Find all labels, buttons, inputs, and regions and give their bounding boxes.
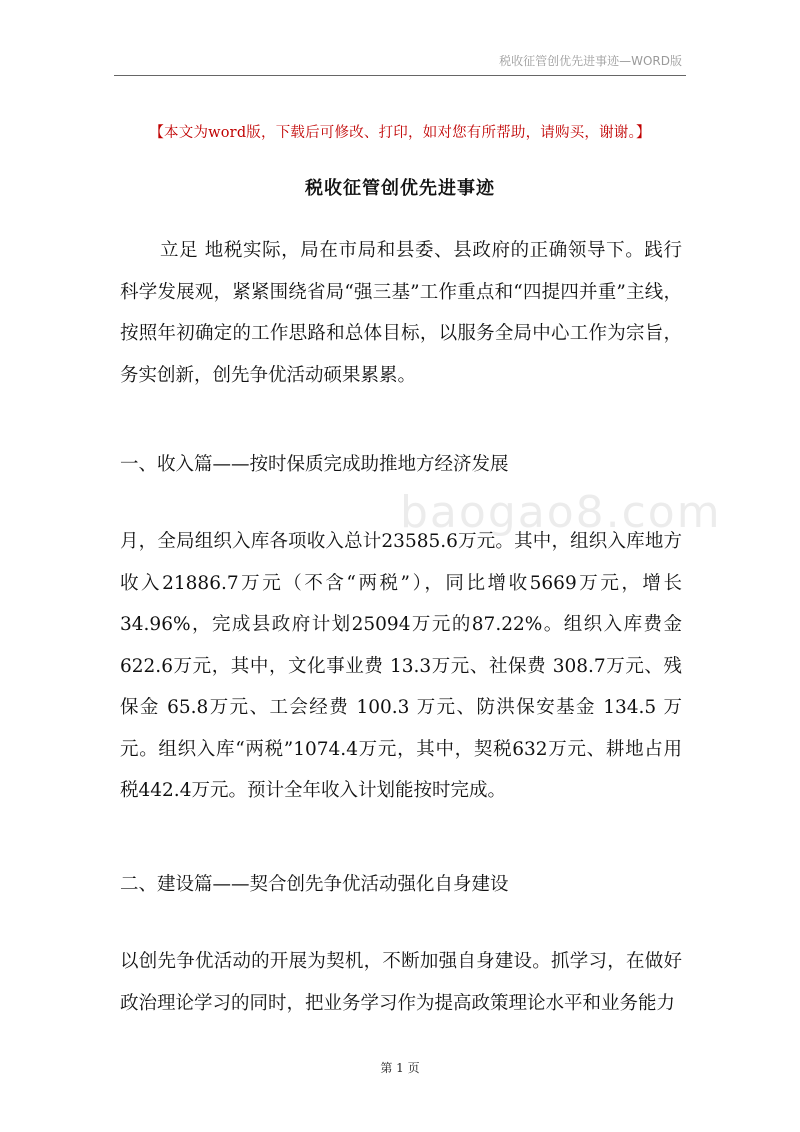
running-header: 税收征管创优先进事迹—WORD版 [499,54,682,68]
section-body-construction: 以创先争优活动的开展为契机，不断加强自身建设。抓学习，在做好政治理论学习的同时，把业务学习作为提高政策理论水平和业务能力 [120,951,682,1014]
page-number: 第 1 页 [380,1061,420,1075]
section-body-income: 月，全局组织入库各项收入总计23585.6万元。其中，组织入库地方收入21886.7万元（不含“两税”），同比增收5669万元，增长34.96%，完成县政府计划25094万元的87.22%。组织入库费金622.6万元，其中，文化事业费 13.3万元、社保费 308.7万元、残保金 65.8万元、工会经费 100.3 万元、防洪保安基金 134.5 万元。组织入库“两税”1074.4万元，其中，契税632万元、耕地占用税442.4万元。预计全年收入计划能按时完成。 [120,531,682,801]
section-heading-income: 一、收入篇——按时保质完成助推地方经济发展 [120,454,509,475]
download-notice: 【本文为word版，下载后可修改、打印，如对您有所帮助，请购买，谢谢。】 [149,125,651,141]
section-heading-construction: 二、建设篇——契合创先争优活动强化自身建设 [120,874,509,895]
header-divider [114,75,686,76]
intro-paragraph: 立足 地税实际，局在市局和县委、县政府的正确领导下。践行科学发展观，紧紧围绕省局“强三基”工作重点和“四提四并重”主线，按照年初确定的工作思路和总体目标，以服务全局中心工作为宗旨，务实创新，创先争优活动硕果累累。 [120,240,682,386]
watermark: baogao8.com [400,487,722,538]
document-title: 税收征管创优先进事迹 [305,178,495,199]
